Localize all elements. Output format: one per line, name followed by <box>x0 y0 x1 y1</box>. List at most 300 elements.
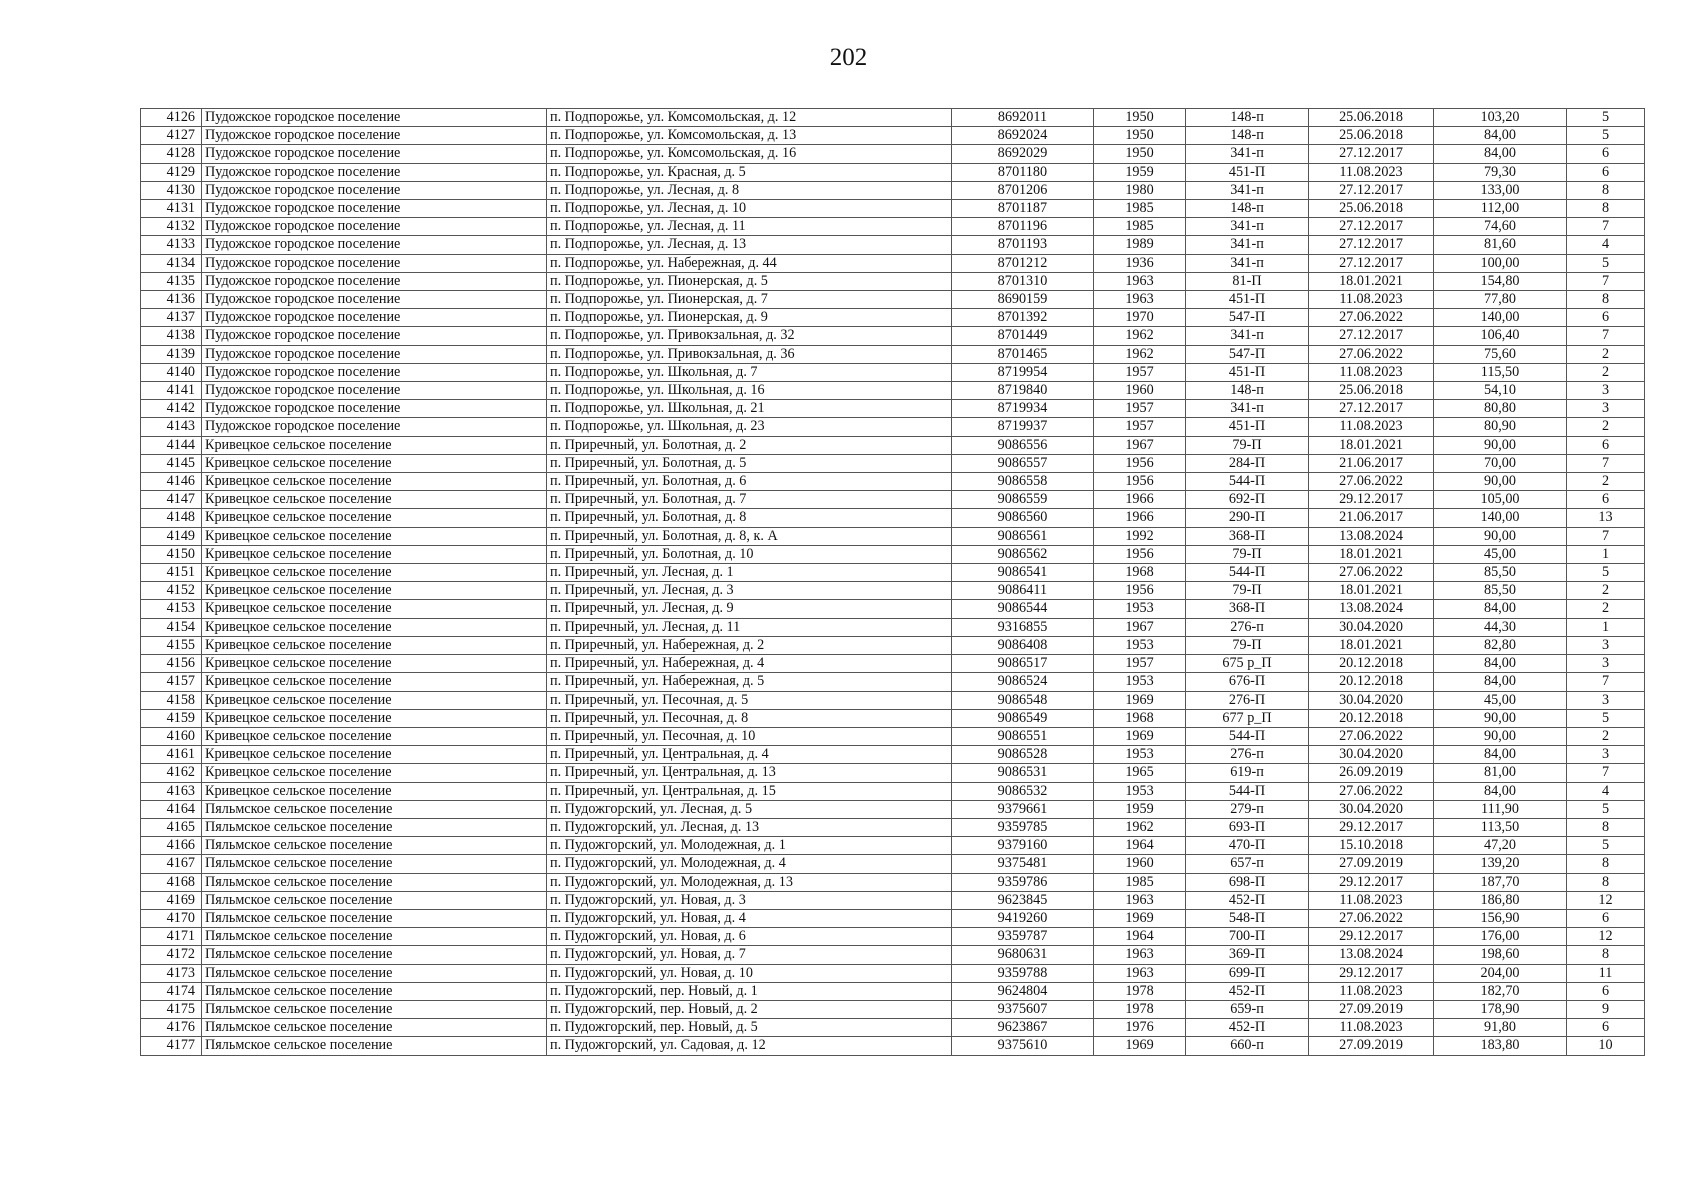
address-cell: п. Приречный, ул. Песочная, д. 8 <box>547 709 952 727</box>
year-built-cell: 1969 <box>1094 1037 1186 1055</box>
decree-date-cell: 27.12.2017 <box>1309 400 1434 418</box>
decree-number-cell: 148-п <box>1186 109 1309 127</box>
decree-date-cell: 13.08.2024 <box>1309 527 1434 545</box>
address-cell: п. Пудожгорский, ул. Молодежная, д. 13 <box>547 873 952 891</box>
table-row <box>141 145 1645 163</box>
decree-number-cell: 368-П <box>1186 527 1309 545</box>
area-cell: 74,60 <box>1434 218 1567 236</box>
table-row <box>141 509 1645 527</box>
decree-date-cell: 27.06.2022 <box>1309 909 1434 927</box>
decree-number-cell: 290-П <box>1186 509 1309 527</box>
settlement-cell: Пудожское городское поселение <box>202 327 547 345</box>
area-cell: 82,80 <box>1434 636 1567 654</box>
building-id-cell: 8692024 <box>952 127 1094 145</box>
decree-date-cell: 18.01.2021 <box>1309 436 1434 454</box>
area-cell: 187,70 <box>1434 873 1567 891</box>
table-row <box>141 673 1645 691</box>
year-built-cell: 1963 <box>1094 964 1186 982</box>
area-cell: 140,00 <box>1434 509 1567 527</box>
decree-date-cell: 27.09.2019 <box>1309 1037 1434 1055</box>
building-id-cell: 9086556 <box>952 436 1094 454</box>
area-cell: 115,50 <box>1434 363 1567 381</box>
decree-number-cell: 619-п <box>1186 764 1309 782</box>
decree-date-cell: 27.06.2022 <box>1309 473 1434 491</box>
residents-count-cell: 7 <box>1567 327 1645 345</box>
row-number-cell: 4159 <box>141 709 202 727</box>
residents-count-cell: 12 <box>1567 891 1645 909</box>
decree-number-cell: 699-П <box>1186 964 1309 982</box>
building-id-cell: 9086528 <box>952 746 1094 764</box>
address-cell: п. Приречный, ул. Лесная, д. 1 <box>547 564 952 582</box>
year-built-cell: 1969 <box>1094 909 1186 927</box>
decree-number-cell: 700-П <box>1186 928 1309 946</box>
table-row <box>141 272 1645 290</box>
address-cell: п. Пудожгорский, ул. Молодежная, д. 4 <box>547 855 952 873</box>
area-cell: 90,00 <box>1434 727 1567 745</box>
area-cell: 140,00 <box>1434 309 1567 327</box>
decree-date-cell: 26.09.2019 <box>1309 764 1434 782</box>
settlement-cell: Кривецкое сельское поселение <box>202 600 547 618</box>
year-built-cell: 1956 <box>1094 582 1186 600</box>
year-built-cell: 1989 <box>1094 236 1186 254</box>
building-id-cell: 8719954 <box>952 363 1094 381</box>
address-cell: п. Приречный, ул. Набережная, д. 2 <box>547 636 952 654</box>
residents-count-cell: 7 <box>1567 673 1645 691</box>
building-id-cell: 9359785 <box>952 818 1094 836</box>
row-number-cell: 4173 <box>141 964 202 982</box>
settlement-cell: Кривецкое сельское поселение <box>202 655 547 673</box>
decree-number-cell: 148-п <box>1186 382 1309 400</box>
decree-number-cell: 452-П <box>1186 982 1309 1000</box>
year-built-cell: 1963 <box>1094 946 1186 964</box>
area-cell: 84,00 <box>1434 655 1567 673</box>
residents-count-cell: 8 <box>1567 873 1645 891</box>
building-id-cell: 9624804 <box>952 982 1094 1000</box>
address-cell: п. Подпорожье, ул. Лесная, д. 13 <box>547 236 952 254</box>
settlement-cell: Кривецкое сельское поселение <box>202 491 547 509</box>
area-cell: 90,00 <box>1434 527 1567 545</box>
area-cell: 79,30 <box>1434 163 1567 181</box>
page-number: 202 <box>829 44 868 71</box>
decree-date-cell: 11.08.2023 <box>1309 291 1434 309</box>
year-built-cell: 1969 <box>1094 691 1186 709</box>
residents-count-cell: 7 <box>1567 454 1645 472</box>
table-row <box>141 345 1645 363</box>
building-id-cell: 9375481 <box>952 855 1094 873</box>
table-row <box>141 837 1645 855</box>
residents-count-cell: 6 <box>1567 982 1645 1000</box>
year-built-cell: 1959 <box>1094 163 1186 181</box>
decree-number-cell: 548-П <box>1186 909 1309 927</box>
row-number-cell: 4175 <box>141 1000 202 1018</box>
settlement-cell: Пудожское городское поселение <box>202 418 547 436</box>
settlement-cell: Пудожское городское поселение <box>202 272 547 290</box>
decree-number-cell: 659-п <box>1186 1000 1309 1018</box>
year-built-cell: 1953 <box>1094 746 1186 764</box>
year-built-cell: 1968 <box>1094 709 1186 727</box>
area-cell: 85,50 <box>1434 582 1567 600</box>
area-cell: 45,00 <box>1434 691 1567 709</box>
decree-date-cell: 21.06.2017 <box>1309 454 1434 472</box>
area-cell: 139,20 <box>1434 855 1567 873</box>
address-cell: п. Приречный, ул. Лесная, д. 9 <box>547 600 952 618</box>
row-number-cell: 4165 <box>141 818 202 836</box>
building-id-cell: 9623845 <box>952 891 1094 909</box>
settlement-cell: Пудожское городское поселение <box>202 236 547 254</box>
building-id-cell: 9086524 <box>952 673 1094 691</box>
settlement-cell: Пяльмское сельское поселение <box>202 837 547 855</box>
table-row <box>141 764 1645 782</box>
area-cell: 80,80 <box>1434 400 1567 418</box>
year-built-cell: 1956 <box>1094 545 1186 563</box>
year-built-cell: 1956 <box>1094 473 1186 491</box>
residents-count-cell: 2 <box>1567 727 1645 745</box>
address-cell: п. Подпорожье, ул. Школьная, д. 7 <box>547 363 952 381</box>
decree-number-cell: 451-П <box>1186 363 1309 381</box>
settlement-cell: Пудожское городское поселение <box>202 163 547 181</box>
decree-date-cell: 30.04.2020 <box>1309 746 1434 764</box>
residents-count-cell: 8 <box>1567 946 1645 964</box>
settlement-cell: Пудожское городское поселение <box>202 363 547 381</box>
decree-date-cell: 13.08.2024 <box>1309 946 1434 964</box>
decree-date-cell: 27.06.2022 <box>1309 782 1434 800</box>
area-cell: 84,00 <box>1434 127 1567 145</box>
decree-number-cell: 284-П <box>1186 454 1309 472</box>
area-cell: 133,00 <box>1434 181 1567 199</box>
row-number-cell: 4145 <box>141 454 202 472</box>
settlement-cell: Кривецкое сельское поселение <box>202 727 547 745</box>
building-id-cell: 8701310 <box>952 272 1094 290</box>
year-built-cell: 1936 <box>1094 254 1186 272</box>
address-cell: п. Пудожгорский, ул. Новая, д. 3 <box>547 891 952 909</box>
decree-date-cell: 27.12.2017 <box>1309 181 1434 199</box>
residents-count-cell: 3 <box>1567 655 1645 673</box>
table-row <box>141 891 1645 909</box>
table-row <box>141 291 1645 309</box>
residents-count-cell: 1 <box>1567 618 1645 636</box>
area-cell: 176,00 <box>1434 928 1567 946</box>
area-cell: 75,60 <box>1434 345 1567 363</box>
area-cell: 90,00 <box>1434 473 1567 491</box>
address-cell: п. Подпорожье, ул. Пионерская, д. 7 <box>547 291 952 309</box>
area-cell: 156,90 <box>1434 909 1567 927</box>
area-cell: 90,00 <box>1434 709 1567 727</box>
table-row <box>141 600 1645 618</box>
residents-count-cell: 8 <box>1567 181 1645 199</box>
row-number-cell: 4154 <box>141 618 202 636</box>
residents-count-cell: 3 <box>1567 636 1645 654</box>
decree-date-cell: 29.12.2017 <box>1309 873 1434 891</box>
decree-number-cell: 547-П <box>1186 345 1309 363</box>
residents-count-cell: 2 <box>1567 473 1645 491</box>
row-number-cell: 4142 <box>141 400 202 418</box>
settlement-cell: Пяльмское сельское поселение <box>202 1037 547 1055</box>
address-cell: п. Приречный, ул. Болотная, д. 8, к. А <box>547 527 952 545</box>
decree-date-cell: 11.08.2023 <box>1309 363 1434 381</box>
residents-count-cell: 4 <box>1567 236 1645 254</box>
settlement-cell: Пудожское городское поселение <box>202 345 547 363</box>
address-cell: п. Приречный, ул. Болотная, д. 6 <box>547 473 952 491</box>
year-built-cell: 1950 <box>1094 109 1186 127</box>
decree-number-cell: 148-п <box>1186 127 1309 145</box>
address-cell: п. Подпорожье, ул. Школьная, д. 21 <box>547 400 952 418</box>
address-cell: п. Пудожгорский, ул. Лесная, д. 5 <box>547 800 952 818</box>
row-number-cell: 4168 <box>141 873 202 891</box>
building-id-cell: 9379160 <box>952 837 1094 855</box>
residents-count-cell: 6 <box>1567 163 1645 181</box>
row-number-cell: 4174 <box>141 982 202 1000</box>
decree-date-cell: 27.06.2022 <box>1309 345 1434 363</box>
year-built-cell: 1957 <box>1094 363 1186 381</box>
settlement-cell: Пяльмское сельское поселение <box>202 873 547 891</box>
decree-date-cell: 13.08.2024 <box>1309 600 1434 618</box>
row-number-cell: 4172 <box>141 946 202 964</box>
decree-date-cell: 20.12.2018 <box>1309 709 1434 727</box>
year-built-cell: 1978 <box>1094 1000 1186 1018</box>
year-built-cell: 1953 <box>1094 673 1186 691</box>
residents-count-cell: 7 <box>1567 218 1645 236</box>
decree-date-cell: 18.01.2021 <box>1309 545 1434 563</box>
building-id-cell: 9419260 <box>952 909 1094 927</box>
address-cell: п. Подпорожье, ул. Пионерская, д. 9 <box>547 309 952 327</box>
table-row <box>141 1000 1645 1018</box>
decree-number-cell: 341-п <box>1186 218 1309 236</box>
residents-count-cell: 7 <box>1567 527 1645 545</box>
table-row <box>141 636 1645 654</box>
decree-number-cell: 660-п <box>1186 1037 1309 1055</box>
area-cell: 186,80 <box>1434 891 1567 909</box>
building-id-cell: 8692029 <box>952 145 1094 163</box>
settlement-cell: Кривецкое сельское поселение <box>202 673 547 691</box>
area-cell: 80,90 <box>1434 418 1567 436</box>
year-built-cell: 1985 <box>1094 200 1186 218</box>
building-id-cell: 8701180 <box>952 163 1094 181</box>
settlement-cell: Пяльмское сельское поселение <box>202 964 547 982</box>
decree-number-cell: 470-П <box>1186 837 1309 855</box>
building-id-cell: 8701193 <box>952 236 1094 254</box>
registry-table <box>140 108 1645 1056</box>
decree-date-cell: 20.12.2018 <box>1309 673 1434 691</box>
settlement-cell: Кривецкое сельское поселение <box>202 454 547 472</box>
row-number-cell: 4158 <box>141 691 202 709</box>
area-cell: 70,00 <box>1434 454 1567 472</box>
settlement-cell: Кривецкое сельское поселение <box>202 509 547 527</box>
address-cell: п. Приречный, ул. Лесная, д. 3 <box>547 582 952 600</box>
table-row <box>141 618 1645 636</box>
address-cell: п. Пудожгорский, ул. Лесная, д. 13 <box>547 818 952 836</box>
row-number-cell: 4160 <box>141 727 202 745</box>
row-number-cell: 4134 <box>141 254 202 272</box>
decree-number-cell: 451-П <box>1186 291 1309 309</box>
year-built-cell: 1960 <box>1094 382 1186 400</box>
residents-count-cell: 3 <box>1567 691 1645 709</box>
residents-count-cell: 6 <box>1567 309 1645 327</box>
area-cell: 103,20 <box>1434 109 1567 127</box>
year-built-cell: 1967 <box>1094 618 1186 636</box>
settlement-cell: Пудожское городское поселение <box>202 254 547 272</box>
residents-count-cell: 7 <box>1567 272 1645 290</box>
row-number-cell: 4136 <box>141 291 202 309</box>
settlement-cell: Кривецкое сельское поселение <box>202 473 547 491</box>
decree-date-cell: 11.08.2023 <box>1309 163 1434 181</box>
residents-count-cell: 5 <box>1567 709 1645 727</box>
residents-count-cell: 5 <box>1567 564 1645 582</box>
row-number-cell: 4141 <box>141 382 202 400</box>
building-id-cell: 9375607 <box>952 1000 1094 1018</box>
table-row <box>141 163 1645 181</box>
address-cell: п. Приречный, ул. Болотная, д. 2 <box>547 436 952 454</box>
row-number-cell: 4149 <box>141 527 202 545</box>
settlement-cell: Кривецкое сельское поселение <box>202 691 547 709</box>
residents-count-cell: 2 <box>1567 345 1645 363</box>
row-number-cell: 4162 <box>141 764 202 782</box>
residents-count-cell: 3 <box>1567 400 1645 418</box>
row-number-cell: 4140 <box>141 363 202 381</box>
row-number-cell: 4176 <box>141 1019 202 1037</box>
settlement-cell: Кривецкое сельское поселение <box>202 746 547 764</box>
decree-date-cell: 30.04.2020 <box>1309 618 1434 636</box>
residents-count-cell: 8 <box>1567 855 1645 873</box>
year-built-cell: 1964 <box>1094 837 1186 855</box>
decree-number-cell: 79-П <box>1186 582 1309 600</box>
table-row <box>141 709 1645 727</box>
row-number-cell: 4150 <box>141 545 202 563</box>
address-cell: п. Пудожгорский, пер. Новый, д. 2 <box>547 1000 952 1018</box>
year-built-cell: 1950 <box>1094 145 1186 163</box>
row-number-cell: 4171 <box>141 928 202 946</box>
table-row <box>141 309 1645 327</box>
decree-date-cell: 11.08.2023 <box>1309 891 1434 909</box>
building-id-cell: 9359786 <box>952 873 1094 891</box>
table-row <box>141 327 1645 345</box>
area-cell: 77,80 <box>1434 291 1567 309</box>
row-number-cell: 4177 <box>141 1037 202 1055</box>
settlement-cell: Пяльмское сельское поселение <box>202 909 547 927</box>
row-number-cell: 4147 <box>141 491 202 509</box>
decree-number-cell: 341-п <box>1186 145 1309 163</box>
year-built-cell: 1985 <box>1094 873 1186 891</box>
decree-number-cell: 276-п <box>1186 618 1309 636</box>
year-built-cell: 1959 <box>1094 800 1186 818</box>
settlement-cell: Пудожское городское поселение <box>202 109 547 127</box>
residents-count-cell: 7 <box>1567 764 1645 782</box>
building-id-cell: 9086544 <box>952 600 1094 618</box>
building-id-cell: 8719934 <box>952 400 1094 418</box>
residents-count-cell: 5 <box>1567 109 1645 127</box>
year-built-cell: 1956 <box>1094 454 1186 472</box>
residents-count-cell: 9 <box>1567 1000 1645 1018</box>
settlement-cell: Кривецкое сельское поселение <box>202 782 547 800</box>
decree-date-cell: 21.06.2017 <box>1309 509 1434 527</box>
area-cell: 182,70 <box>1434 982 1567 1000</box>
settlement-cell: Пяльмское сельское поселение <box>202 818 547 836</box>
address-cell: п. Приречный, ул. Центральная, д. 13 <box>547 764 952 782</box>
decree-date-cell: 27.06.2022 <box>1309 564 1434 582</box>
year-built-cell: 1964 <box>1094 928 1186 946</box>
year-built-cell: 1957 <box>1094 418 1186 436</box>
table-row <box>141 564 1645 582</box>
year-built-cell: 1968 <box>1094 564 1186 582</box>
address-cell: п. Приречный, ул. Лесная, д. 11 <box>547 618 952 636</box>
row-number-cell: 4143 <box>141 418 202 436</box>
residents-count-cell: 13 <box>1567 509 1645 527</box>
address-cell: п. Подпорожье, ул. Школьная, д. 16 <box>547 382 952 400</box>
residents-count-cell: 4 <box>1567 782 1645 800</box>
table-row <box>141 491 1645 509</box>
table-row <box>141 1037 1645 1055</box>
area-cell: 85,50 <box>1434 564 1567 582</box>
address-cell: п. Подпорожье, ул. Комсомольская, д. 16 <box>547 145 952 163</box>
year-built-cell: 1957 <box>1094 400 1186 418</box>
building-id-cell: 8701449 <box>952 327 1094 345</box>
decree-number-cell: 81-П <box>1186 272 1309 290</box>
building-id-cell: 9379661 <box>952 800 1094 818</box>
decree-number-cell: 693-П <box>1186 818 1309 836</box>
decree-number-cell: 341-п <box>1186 254 1309 272</box>
row-number-cell: 4137 <box>141 309 202 327</box>
residents-count-cell: 6 <box>1567 909 1645 927</box>
table-row <box>141 655 1645 673</box>
decree-number-cell: 341-п <box>1186 400 1309 418</box>
area-cell: 84,00 <box>1434 145 1567 163</box>
table-row <box>141 200 1645 218</box>
residents-count-cell: 3 <box>1567 746 1645 764</box>
area-cell: 106,40 <box>1434 327 1567 345</box>
address-cell: п. Пудожгорский, ул. Садовая, д. 12 <box>547 1037 952 1055</box>
table-row <box>141 109 1645 127</box>
area-cell: 154,80 <box>1434 272 1567 290</box>
table-row <box>141 946 1645 964</box>
settlement-cell: Пяльмское сельское поселение <box>202 1000 547 1018</box>
building-id-cell: 8701206 <box>952 181 1094 199</box>
address-cell: п. Приречный, ул. Болотная, д. 10 <box>547 545 952 563</box>
decree-date-cell: 11.08.2023 <box>1309 982 1434 1000</box>
building-id-cell: 8701196 <box>952 218 1094 236</box>
building-id-cell: 8719840 <box>952 382 1094 400</box>
row-number-cell: 4166 <box>141 837 202 855</box>
area-cell: 84,00 <box>1434 600 1567 618</box>
address-cell: п. Подпорожье, ул. Комсомольская, д. 13 <box>547 127 952 145</box>
residents-count-cell: 5 <box>1567 127 1645 145</box>
decree-number-cell: 451-П <box>1186 163 1309 181</box>
address-cell: п. Приречный, ул. Набережная, д. 4 <box>547 655 952 673</box>
table-row <box>141 400 1645 418</box>
area-cell: 81,00 <box>1434 764 1567 782</box>
table-row <box>141 964 1645 982</box>
decree-number-cell: 79-П <box>1186 636 1309 654</box>
table-row <box>141 727 1645 745</box>
decree-date-cell: 29.12.2017 <box>1309 964 1434 982</box>
building-id-cell: 8701465 <box>952 345 1094 363</box>
row-number-cell: 4131 <box>141 200 202 218</box>
table-row <box>141 236 1645 254</box>
area-cell: 54,10 <box>1434 382 1567 400</box>
settlement-cell: Кривецкое сельское поселение <box>202 527 547 545</box>
table-body <box>141 109 1645 1056</box>
residents-count-cell: 11 <box>1567 964 1645 982</box>
year-built-cell: 1953 <box>1094 782 1186 800</box>
table-row <box>141 982 1645 1000</box>
area-cell: 90,00 <box>1434 436 1567 454</box>
address-cell: п. Подпорожье, ул. Лесная, д. 11 <box>547 218 952 236</box>
address-cell: п. Пудожгорский, ул. Новая, д. 6 <box>547 928 952 946</box>
address-cell: п. Подпорожье, ул. Привокзальная, д. 36 <box>547 345 952 363</box>
address-cell: п. Подпорожье, ул. Набережная, д. 44 <box>547 254 952 272</box>
residents-count-cell: 6 <box>1567 145 1645 163</box>
building-id-cell: 8719937 <box>952 418 1094 436</box>
year-built-cell: 1976 <box>1094 1019 1186 1037</box>
settlement-cell: Пяльмское сельское поселение <box>202 855 547 873</box>
